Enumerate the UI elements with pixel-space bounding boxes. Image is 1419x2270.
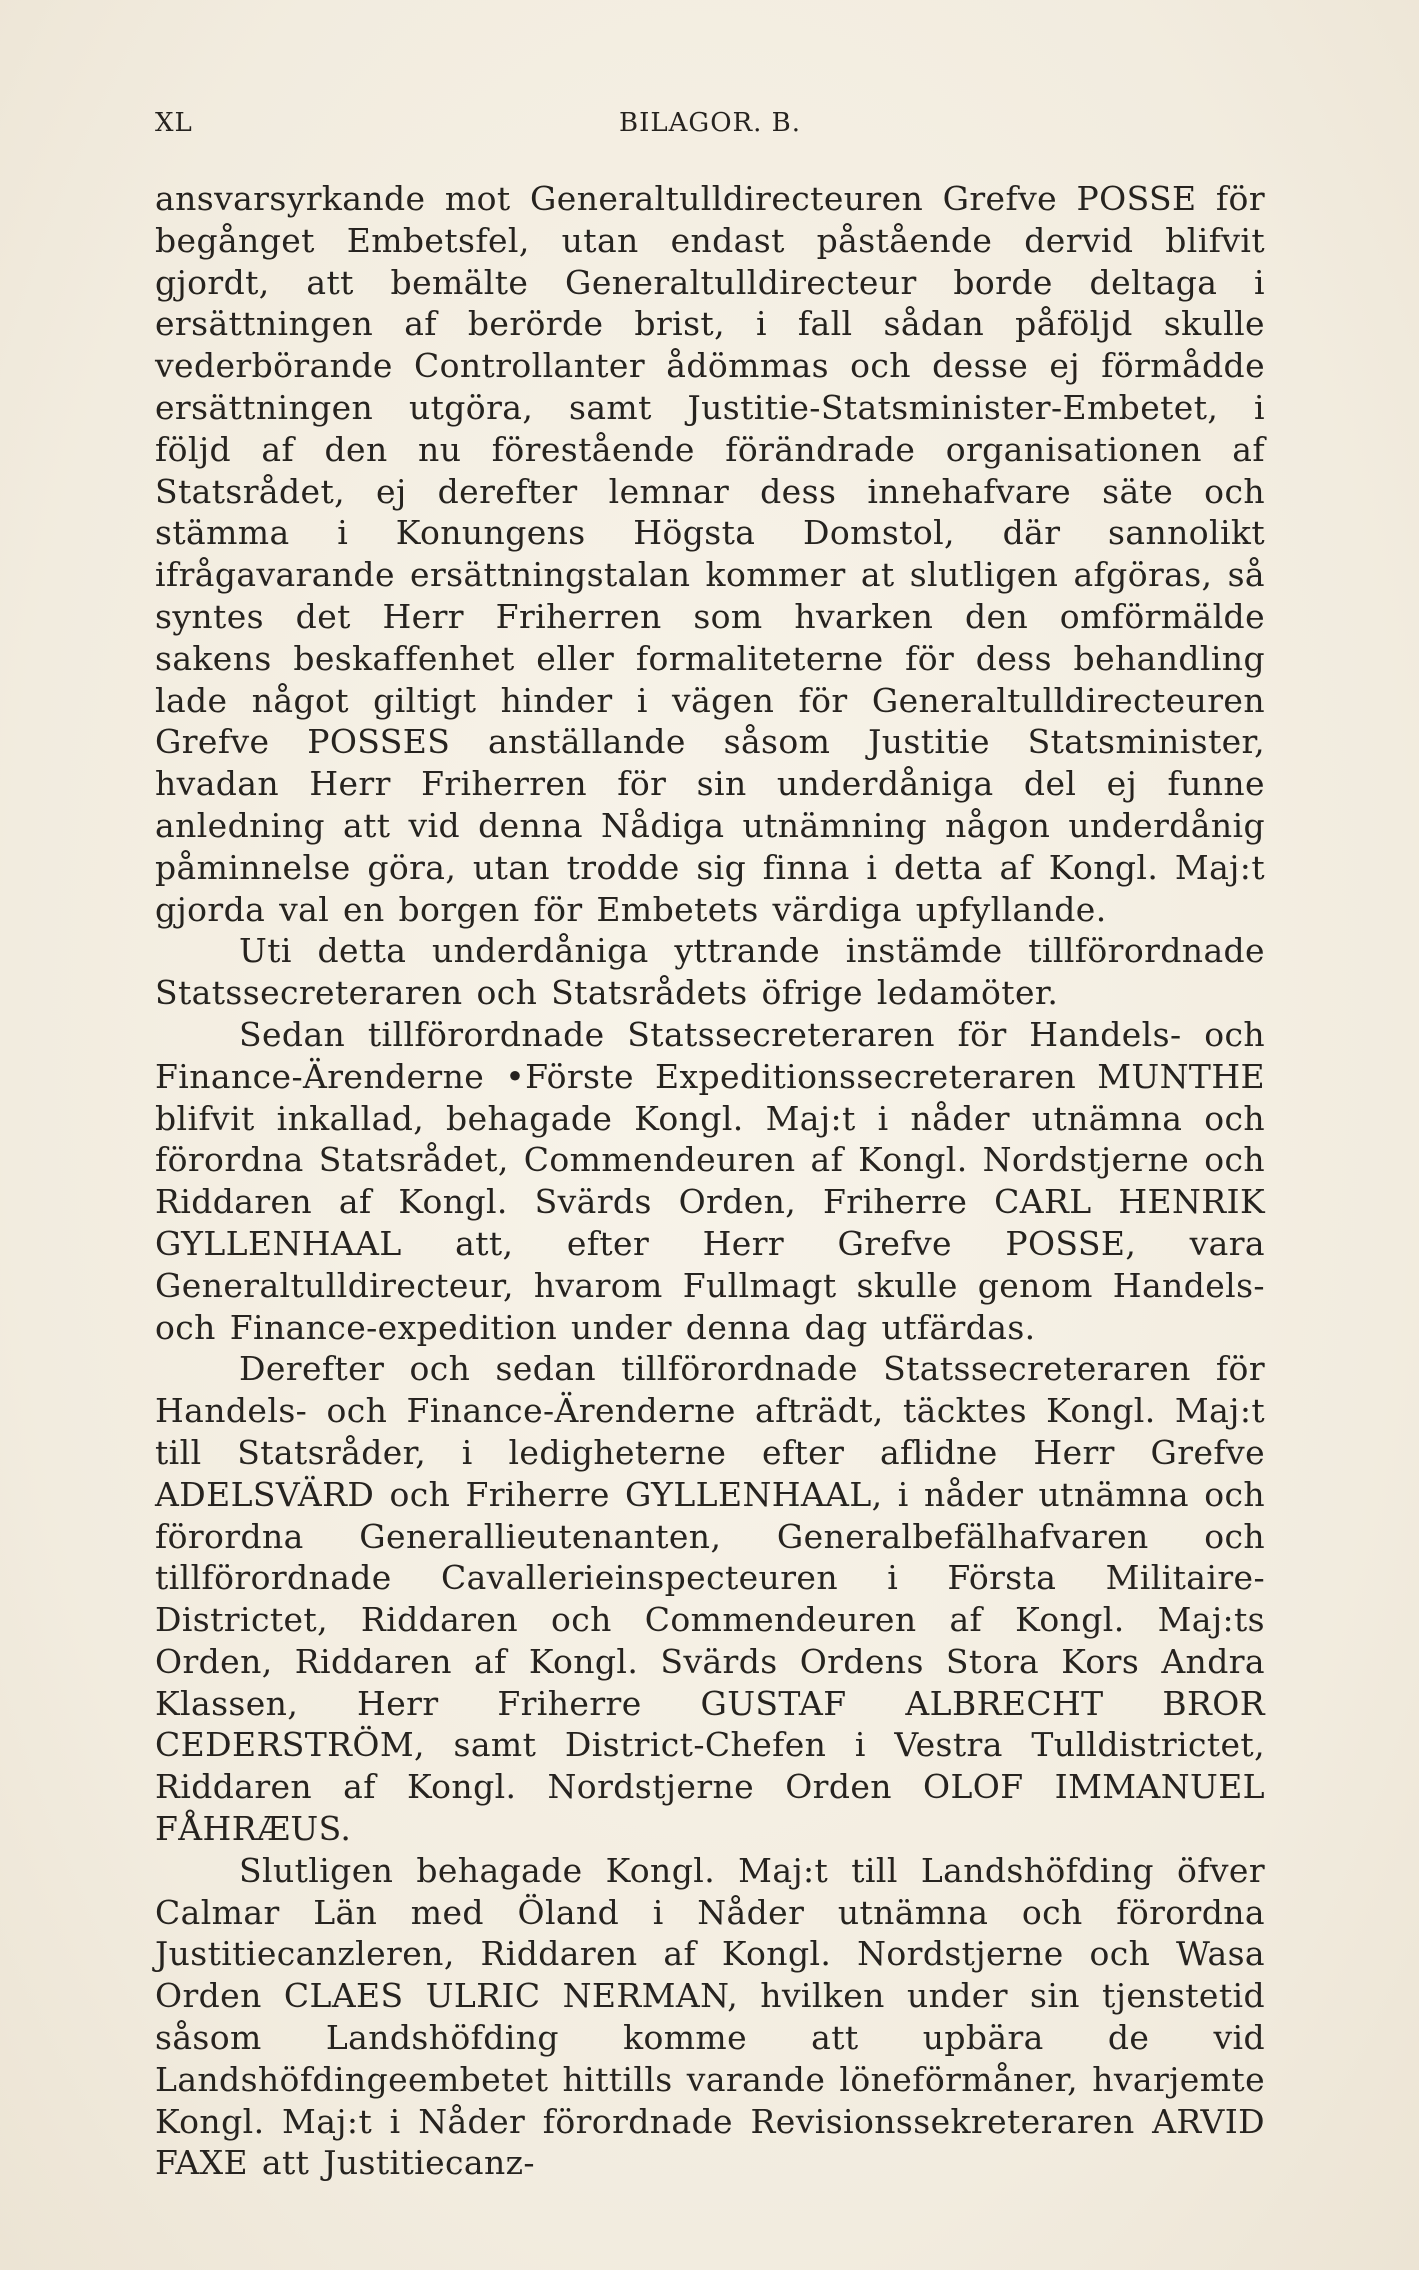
paragraph: Slutligen behagade Kongl. Maj:t till Landshöfding öfver Calmar Län med Öland i Nåder utnämna och förordna Justitiecanzleren, Riddaren af Kongl. Nordstjerne och Wasa Orden CLAES ULRIC NERMAN, hvilken under sin tjenstetid såsom Landshöfding komme att upbära de vid Landshöfdingeembetet hittills varande löneförmåner, hvarjemte Kongl. Maj:t i Nåder förordnade Revisionssekreteraren ARVID FAXE att Justitiecanz-: [155, 1850, 1265, 2183]
page-header: [155, 108, 1265, 148]
body-text: [155, 178, 1265, 2184]
paragraph-continued: ansvarsyrkande mot Generaltulldirecteuren Grefve POSSE för begånget Embetsfel, utan endast påstående dervid blifvit gjordt, att bemälte Generaltulldirecteur borde deltaga i ersättningen af berörde brist, i fall sådan påföljd skulle vederbörande Controllanter ådömmas och desse ej förmådde ersättningen utgöra, samt Justitie-Statsminister-Embetet, i följd af den nu förestående förändrade organisationen af Statsrådet, ej derefter lemnar dess innehafvare säte och stämma i Konungens Högsta Domstol, där sannolikt ifrågavarande ersättningstalan kommer at slutligen afgöras, så syntes det Herr Friherren som hvarken den omförmälde sakens beskaffenhet eller formaliteterne för dess behandling lade något giltigt hinder i vägen för Generaltulldirecteuren Grefve POSSES anställande såsom Justitie Statsminister, hvadan Herr Friherren för sin underdåniga del ej funne anledning att vid denna Nådiga utnämning någon underdånig påminnelse göra, utan trodde sig finna i detta af Kongl. Maj:t gjorda val en borgen för Embetets värdiga upfyllande.: [155, 179, 1265, 929]
paragraph: Sedan tillförordnade Statssecreteraren för Handels- och Finance-Ärenderne •Förste Expeditionssecreteraren MUNTHE blifvit inkallad, behagade Kongl. Maj:t i nåder utnämna och förordna Statsrådet, Commendeuren af Kongl. Nordstjerne och Riddaren af Kongl. Svärds Orden, Friherre CARL HENRIK GYLLENHAAL att, efter Herr Grefve POSSE, vara Generaltulldirecteur, hvarom Fullmagt skulle genom Handels- och Finance-expedition under denna dag utfärdas.: [155, 1014, 1265, 1347]
paragraph: Derefter och sedan tillförordnade Statssecreteraren för Handels- och Finance-Ärenderne afträdt, täcktes Kongl. Maj:t till Statsråder, i ledigheterne efter aflidne Herr Grefve ADELSVÄRD och Friherre GYLLENHAAL, i nåder utnämna och förordna Generallieutenanten, Generalbefälhafvaren och tillförordnade Cavallerieinspecteuren i Första Militaire-Districtet, Riddaren och Commendeuren af Kongl. Maj:ts Orden, Riddaren af Kongl. Svärds Ordens Stora Kors Andra Klassen, Herr Friherre GUSTAF ALBRECHT BROR CEDERSTRÖM, samt District-Chefen i Vestra Tulldistrictet, Riddaren af Kongl. Nordstjerne Orden OLOF IMMANUEL FÅHRÆUS.: [155, 1349, 1265, 1849]
paragraph: Uti detta underdåniga yttrande instämde tillförordnade Statssecreteraren och Statsrådets öfrige ledamöter.: [155, 931, 1265, 1013]
running-title: BILAGOR. B.: [619, 108, 801, 138]
page-number: XL: [155, 108, 193, 138]
